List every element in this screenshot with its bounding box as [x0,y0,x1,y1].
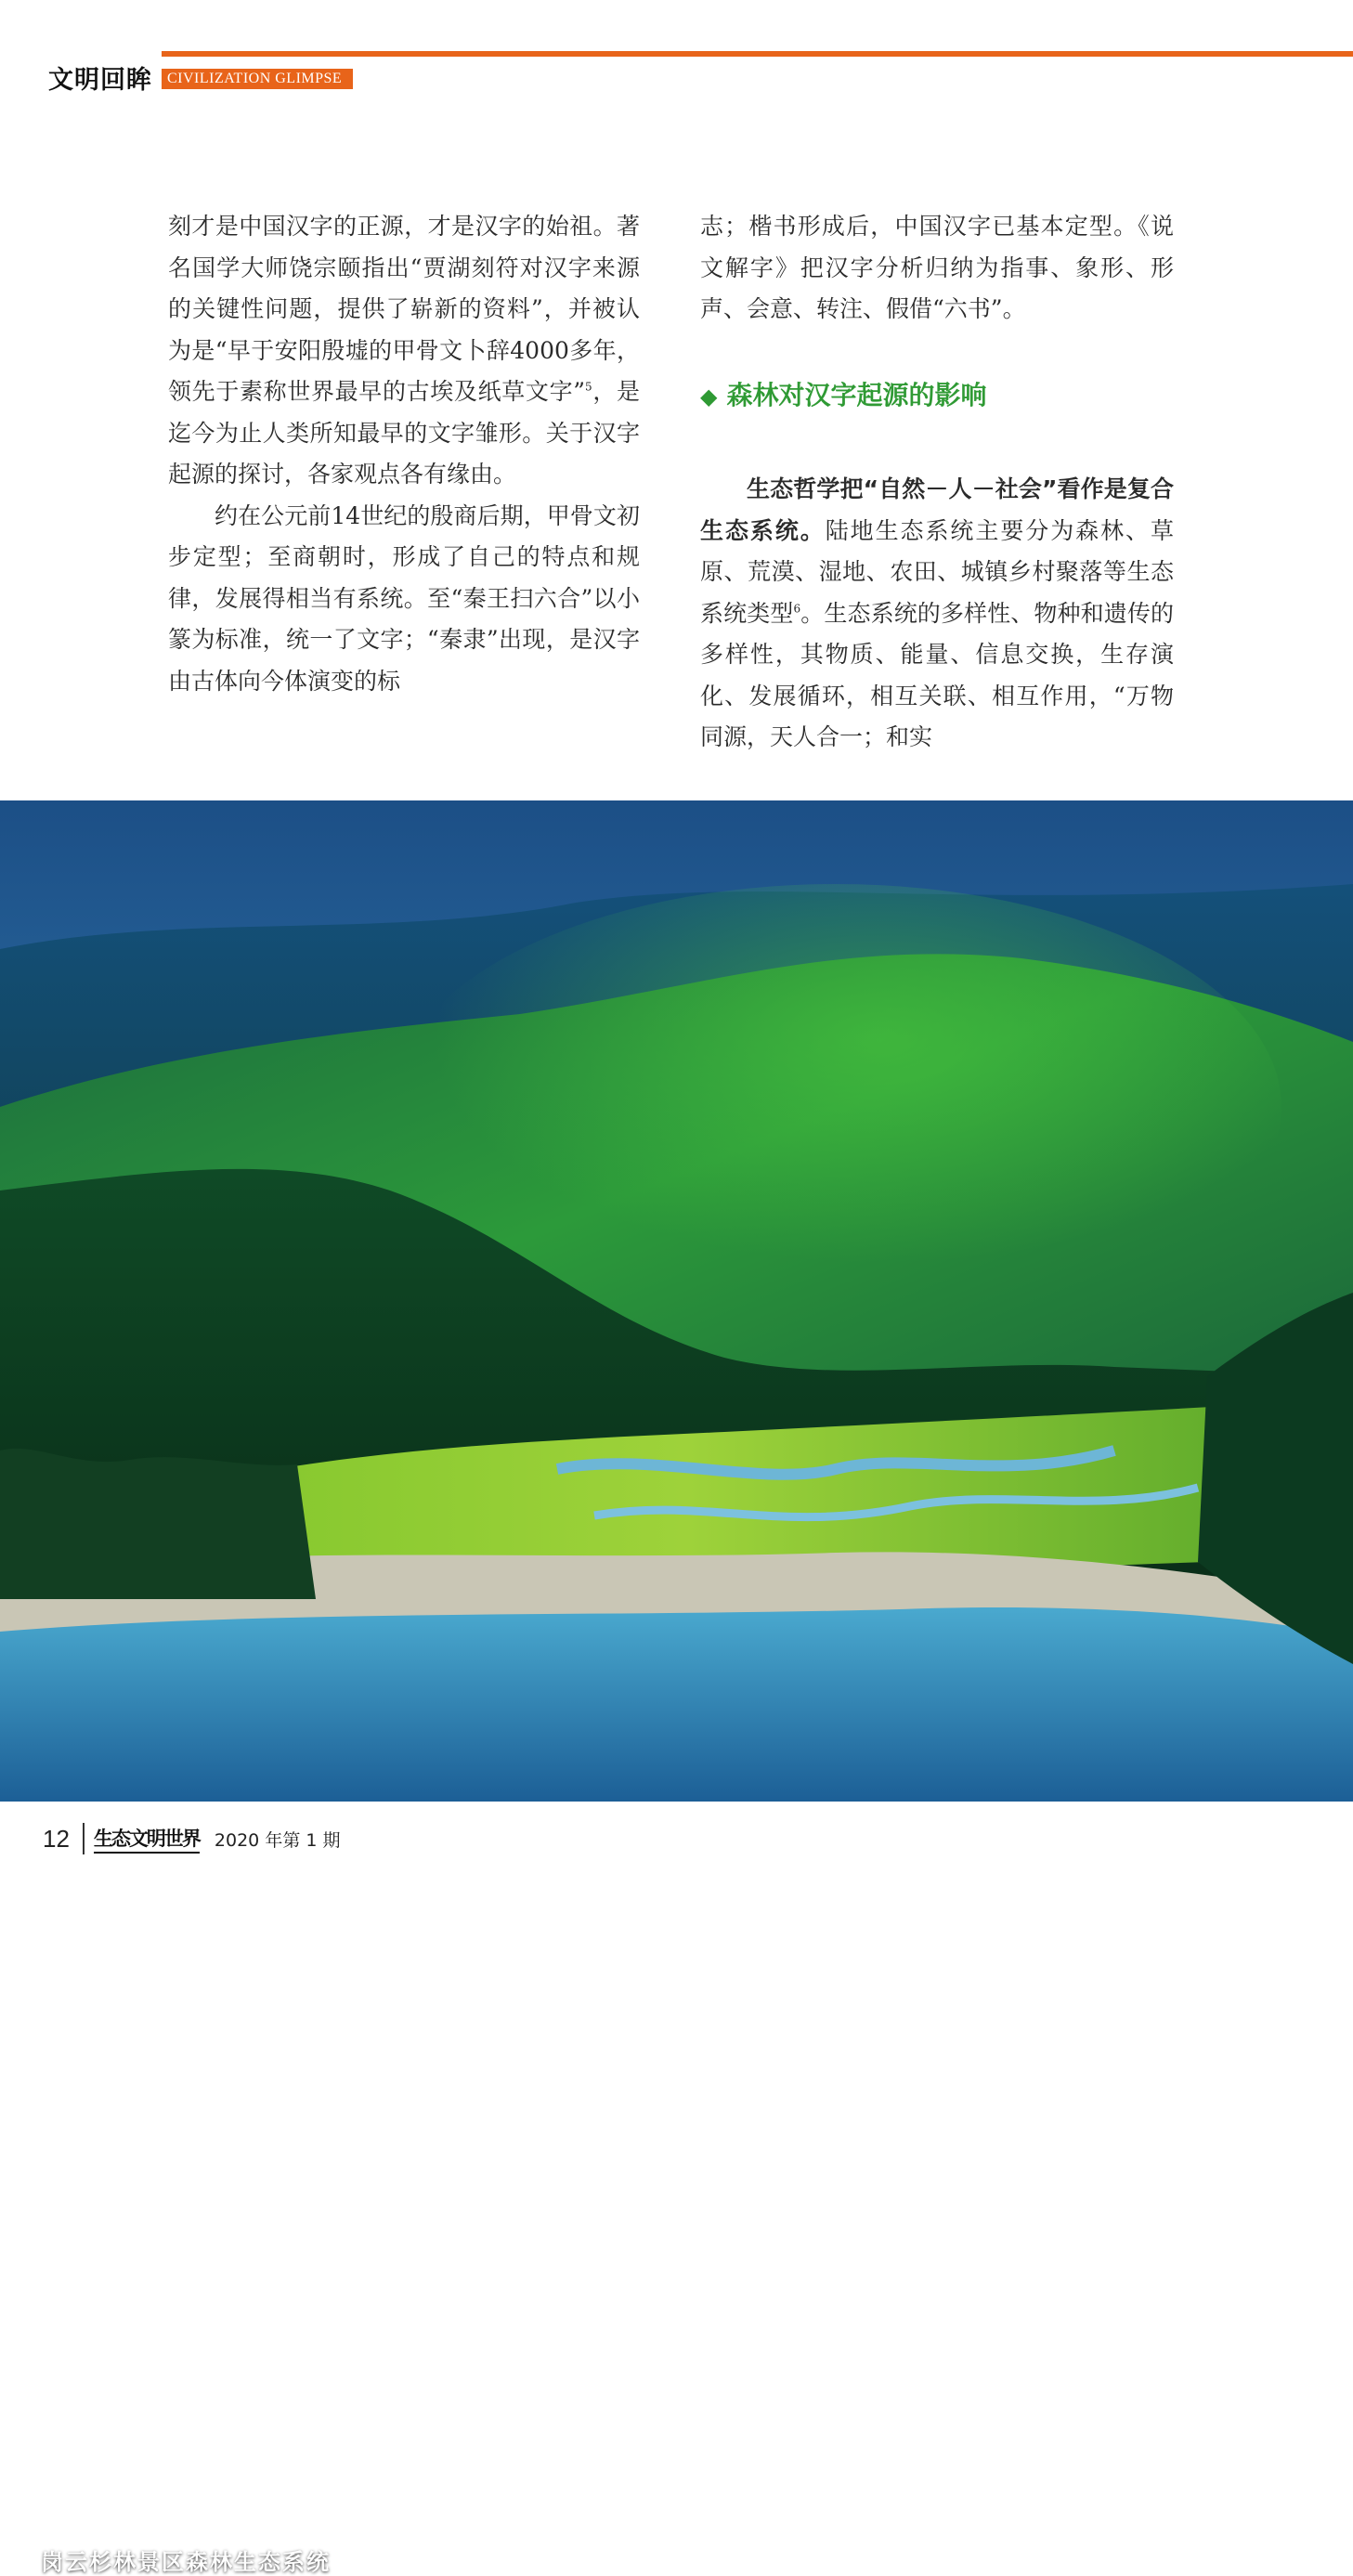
footer [43,1820,340,1857]
footnote-ref-5: 5 [585,380,592,394]
left-paragraph-2: 约在公元前14世纪的殷商后期，甲骨文初步定型；至商朝时，形成了自己的特点和规律，发展得相当有系统。至“秦王扫六合”以小篆为标准，统一了文字；“秦隶”出现，是汉字由古体向今体演变的标 [168,501,640,695]
right-p2-lead: 生态哲学把“自然－人－社会”看作是复合生态系统。 [700,475,1174,544]
footnote-ref-6: 6 [793,602,801,616]
diamond-icon: ◆ [700,383,718,410]
left-column [168,206,640,702]
footer-divider [83,1823,85,1854]
section-heading-text: 森林对汉字起源的影响 [726,379,987,410]
right-paragraph-1: 志；楷书形成后，中国汉字已基本定型。《说文解字》把汉字分析归纳为指事、象形、形声、会意、转注、假借“六书”。 [700,213,1174,322]
page-number: 12 [43,1824,70,1853]
left-p1-text: 刻才是中国汉字的正源，才是汉字的始祖。著名国学大师饶宗颐指出“贾湖刻符对汉字来源的关键性问题，提供了崭新的资料”，并被认为是“早于安阳殷墟的甲骨文卜辞4000多年，领先于素称世界最早的古埃及纸草文字” [168,213,640,405]
header-rule [162,51,1353,57]
section-title: 文明回眸 [48,66,152,95]
section-heading [700,375,1174,418]
issue-label: 2020 年第 1 期 [214,1829,341,1851]
photo-caption: 岗云杉林景区森林生态系统 [41,2549,331,2575]
right-column [700,206,1174,759]
left-paragraph-1 [168,206,640,496]
magazine-logo: 生态文明世界 [94,1824,200,1854]
left-p1-tail: ，是迄今为止人类所知最早的文字雏形。关于汉字起源的探讨，各家观点各有缘由。 [168,378,640,488]
right-p2-text: 陆地生态系统主要分为森林、草原、荒漠、湿地、农田、城镇乡村聚落等生态系统类型 [700,516,1174,627]
right-p2-tail: 。生态系统的多样性、物种和遗传的多样性，其物质、能量、信息交换，生存演化、发展循环，相互关联、相互作用，“万物同源，天人合一；和实 [700,599,1174,750]
right-paragraph-2 [700,469,1174,759]
section-tag: CIVILIZATION GLIMPSE [162,69,353,89]
